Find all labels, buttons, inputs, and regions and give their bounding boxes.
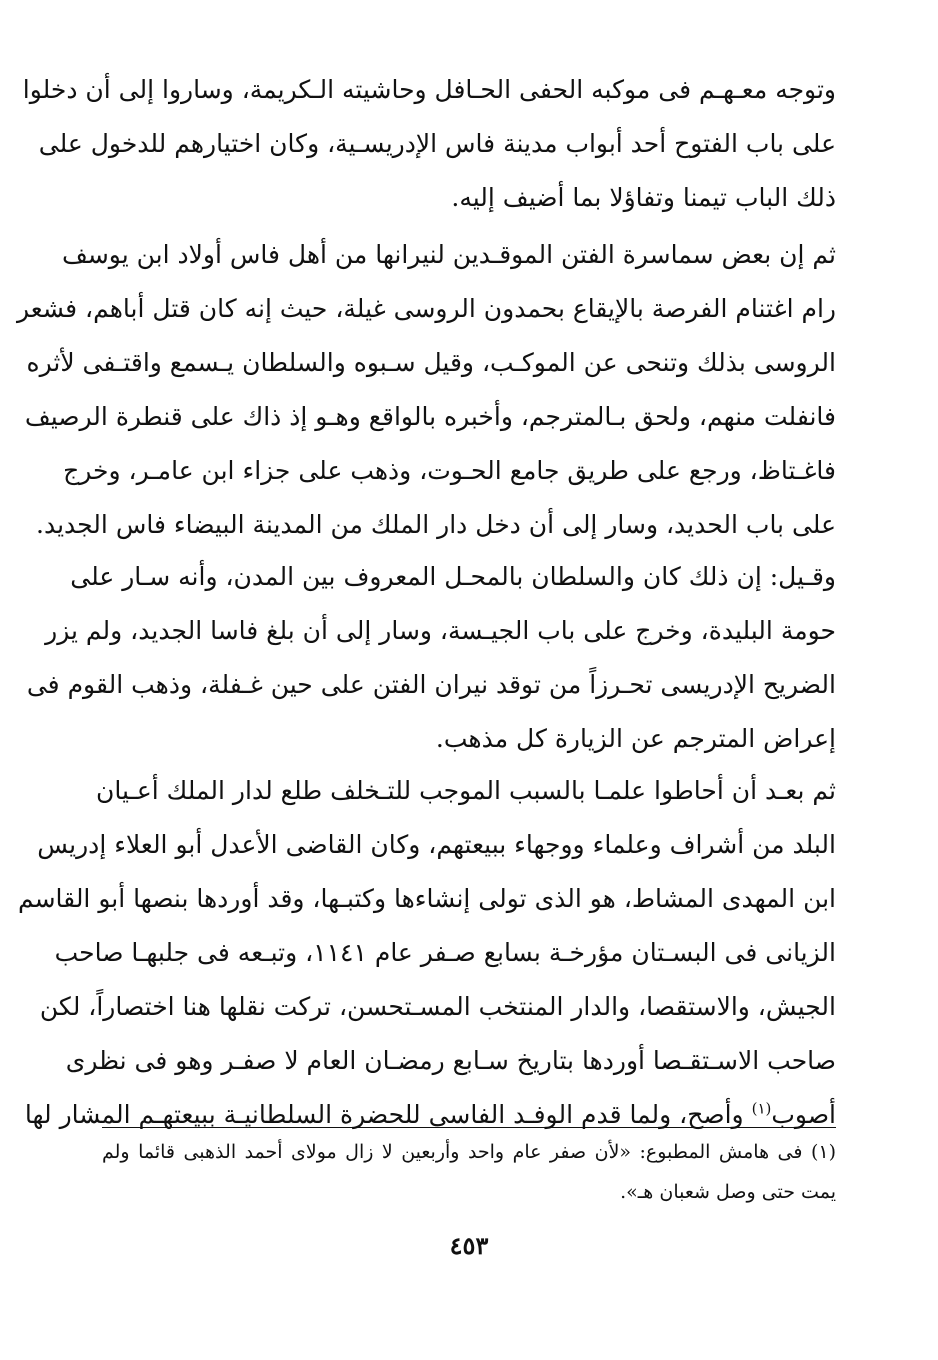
text-span: أصوب <box>771 1100 836 1129</box>
paragraph-4 <box>17 764 836 1142</box>
footnote-divider <box>102 1127 836 1128</box>
text-line: إعراض المترجم عن الزيارة كل مذهب. <box>435 724 836 753</box>
text-line: على باب الفتوح أحد أبواب مدينة فاس الإدريسـية، وكان اختيارهم للدخول على <box>38 129 836 158</box>
text-line: وقـيل: إن ذلك كان والسلطان بالمحـل المعروف بين المدن، وأنه سـار على <box>70 562 836 591</box>
text-line: فاغـتاظ، ورجع على طريق جامع الحـوت، وذهب على جزاء ابن عامـر، وخرج <box>63 456 836 485</box>
text-line: الجيش، والاستقصا، والدار المنتخب المسـتحسن، تركت نقلها هنا اختصاراً، لكن <box>39 992 836 1021</box>
text-line: ثم بعـد أن أحاطوا علمـا بالسبب الموجب للتـخلف طلع لدار الملك أعـيان <box>95 776 836 805</box>
paragraph-1 <box>22 63 836 225</box>
text-line: على باب الحديد، وسار إلى أن دخل دار الملك من المدينة البيضاء فاس الجديد. <box>36 510 836 539</box>
text-line: حومة البليدة، وخرج على باب الجيـسة، وسار إلى أن بلغ فاسا الجديد، ولم يزر <box>45 616 836 645</box>
text-line: وتوجه معـهـم فى موكبه الحفى الحـافل وحاشيته الـكريمة، وساروا إلى أن دخلوا <box>22 75 836 104</box>
text-line: فانفلت منهم، ولحق بـالمترجم، وأخبره بالواقع وهـو إذ ذاك على قنطرة الرصيف <box>24 402 836 431</box>
text-line: ذلك الباب تيمنا وتفاؤلا بما أضيف إليه. <box>451 183 836 212</box>
page-number: ٤٥٣ <box>449 1231 489 1260</box>
text-line: ثم إن بعض سماسرة الفتن الموقـدين لنيرانها من أهل فاس أولاد ابن يوسف <box>61 240 836 269</box>
paragraph-3 <box>26 550 836 766</box>
text-line: الروسى بذلك وتنحى عن الموكـب، وقيل سـبوه والسلطان يـسمع واقتـفى لأثره <box>26 348 836 377</box>
footnote-line: يمت حتى وصل شعبان هـ». <box>620 1181 836 1203</box>
text-line: الزيانى فى البسـتان مؤرخـة بسابع صـفر عام ١١٤١، وتبـعه فى جلبهـا صاحب <box>54 938 836 967</box>
text-span: وأصح، ولما قدم الوفـد الفاسى للحضرة السلطانيـة ببيعتهـم المشار لها <box>24 1100 752 1129</box>
text-line: البلد من أشراف وعلماء ووجهاء ببيعتهم، وكان القاضى الأعدل أبو العلاء إدريس <box>37 830 836 859</box>
text-line: ابن المهدى المشاط، هو الذى تولى إنشاءها وكتبـها، وقد أوردها بنصها أبو القاسم <box>17 884 836 913</box>
footnote-line: (١) فى هامش المطبوع: «لأن صفر عام واحد وأربعين لا زال مولاى أحمد الذهبى قائما ولم <box>102 1141 836 1163</box>
paragraph-2 <box>16 228 836 552</box>
text-line: صاحب الاسـتقـصا أوردها بتاريخ سـابع رمضـان العام لا صفـر وهو فى نظرى <box>65 1046 836 1075</box>
text-line: رام اغتنام الفرصة بالإيقاع بحمدون الروسى غيلة، حيث إنه كان قتل أباهم، فشعر <box>16 294 836 323</box>
footnote-reference: (١) <box>751 1099 772 1118</box>
text-line: الضريح الإدريسى تحـرزاً من توقد نيران الفتن على حين غـفلة، وذهب القوم فى <box>26 670 836 699</box>
footnote <box>102 1132 836 1212</box>
